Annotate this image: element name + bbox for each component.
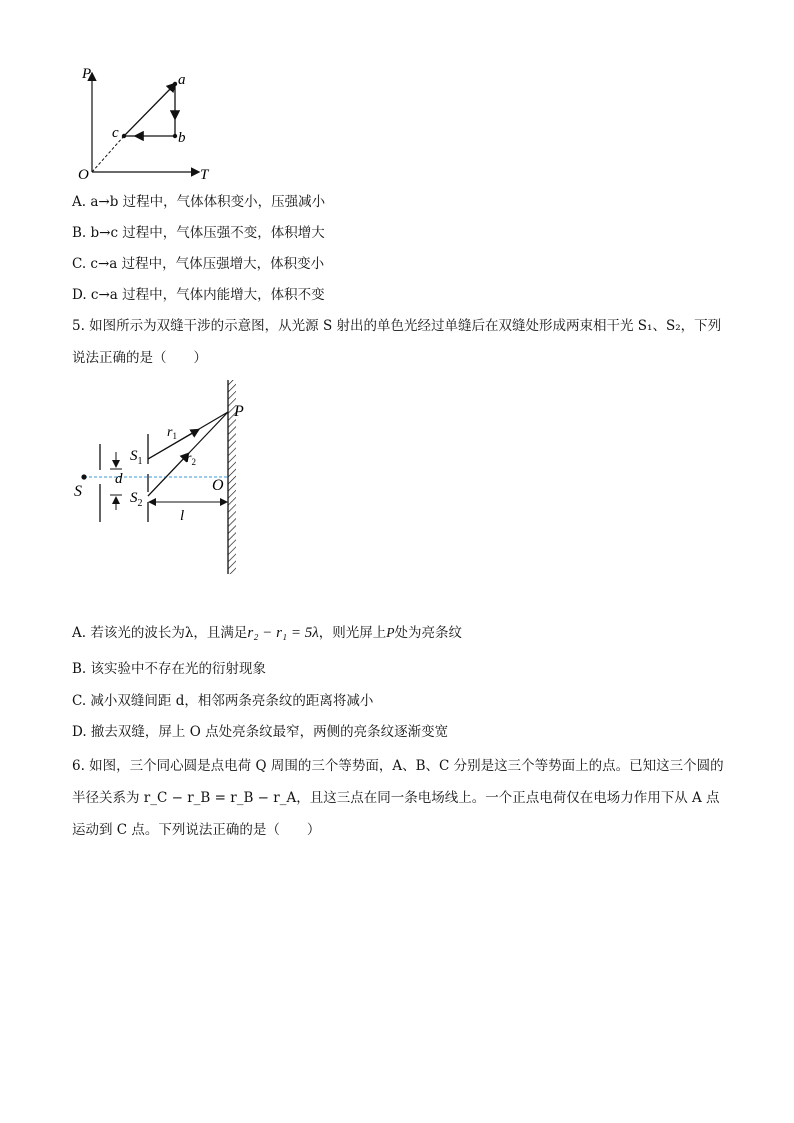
- q5-option-c: C. 减小双缝间距 d，相邻两条亮条纹的距离将减小: [72, 693, 374, 709]
- label-p-point: P: [234, 403, 244, 420]
- q4-option-b: B. b→c 过程中，气体压强不变，体积增大: [72, 225, 325, 241]
- q5-stem: 5. 如图所示为双缝干涉的示意图，从光源 S 射出的单色光经过单缝后在双缝处形成两束相干光 S₁、S₂，下列说法正确的是（ ）: [72, 318, 722, 366]
- point-c: [122, 134, 126, 138]
- q4-option-c: C. c→a 过程中，气体压强增大，体积变小: [72, 256, 325, 272]
- label-r1: $r_1$: [167, 425, 177, 441]
- label-o: O: [78, 167, 89, 182]
- path-c-a: [124, 84, 175, 136]
- label-a: a: [178, 72, 186, 88]
- q5-option-d: D. 撤去双缝，屏上 O 点处亮条纹最窄，两侧的亮条纹逐渐变宽: [72, 724, 449, 740]
- dashed-line: [92, 136, 124, 172]
- q6-stem: 6. 如图，三个同心圆是点电荷 Q 周围的三个等势面，A、B、C 分别是这三个等势面上的点。已知这三个圆的半径关系为 r_C − r_B = r_B − r_A，且这三点在同一条电场线上。一个正点电荷仅在电场力作用下从 A 点运动到 C 点。下列说法正确的是（ ）: [72, 758, 724, 838]
- point-a: [173, 82, 177, 86]
- q4-option-a: A. a→b 过程中，气体体积变小，压强减小: [72, 194, 326, 210]
- label-s2: $S_2$: [130, 490, 143, 509]
- point-b: [173, 134, 177, 138]
- q5-option-a: A. 若该光的波长为λ，且满足r₂ − r₁ = 5λ，则光屏上P处为亮条纹: [72, 625, 462, 641]
- label-p: P: [82, 66, 92, 82]
- q5-option-b: B. 该实验中不存在光的衍射现象: [72, 661, 267, 677]
- label-r2: $r_2$: [186, 451, 196, 467]
- label-b: b: [178, 130, 186, 146]
- formula-r2-r1: r₂ − r₁ = 5λ: [247, 625, 319, 641]
- label-c: c: [112, 125, 119, 141]
- q4-option-d: D. c→a 过程中，气体内能增大，体积不变: [72, 287, 325, 303]
- label-s1: $S_1$: [130, 448, 143, 467]
- pt-diagram: [72, 62, 222, 182]
- label-o-point: O: [212, 477, 224, 494]
- label-s: S: [74, 483, 82, 500]
- label-d: d: [115, 471, 123, 487]
- label-l: l: [180, 508, 185, 524]
- source-s: [81, 474, 86, 479]
- double-slit-diagram: [72, 378, 272, 578]
- label-t: T: [200, 167, 209, 182]
